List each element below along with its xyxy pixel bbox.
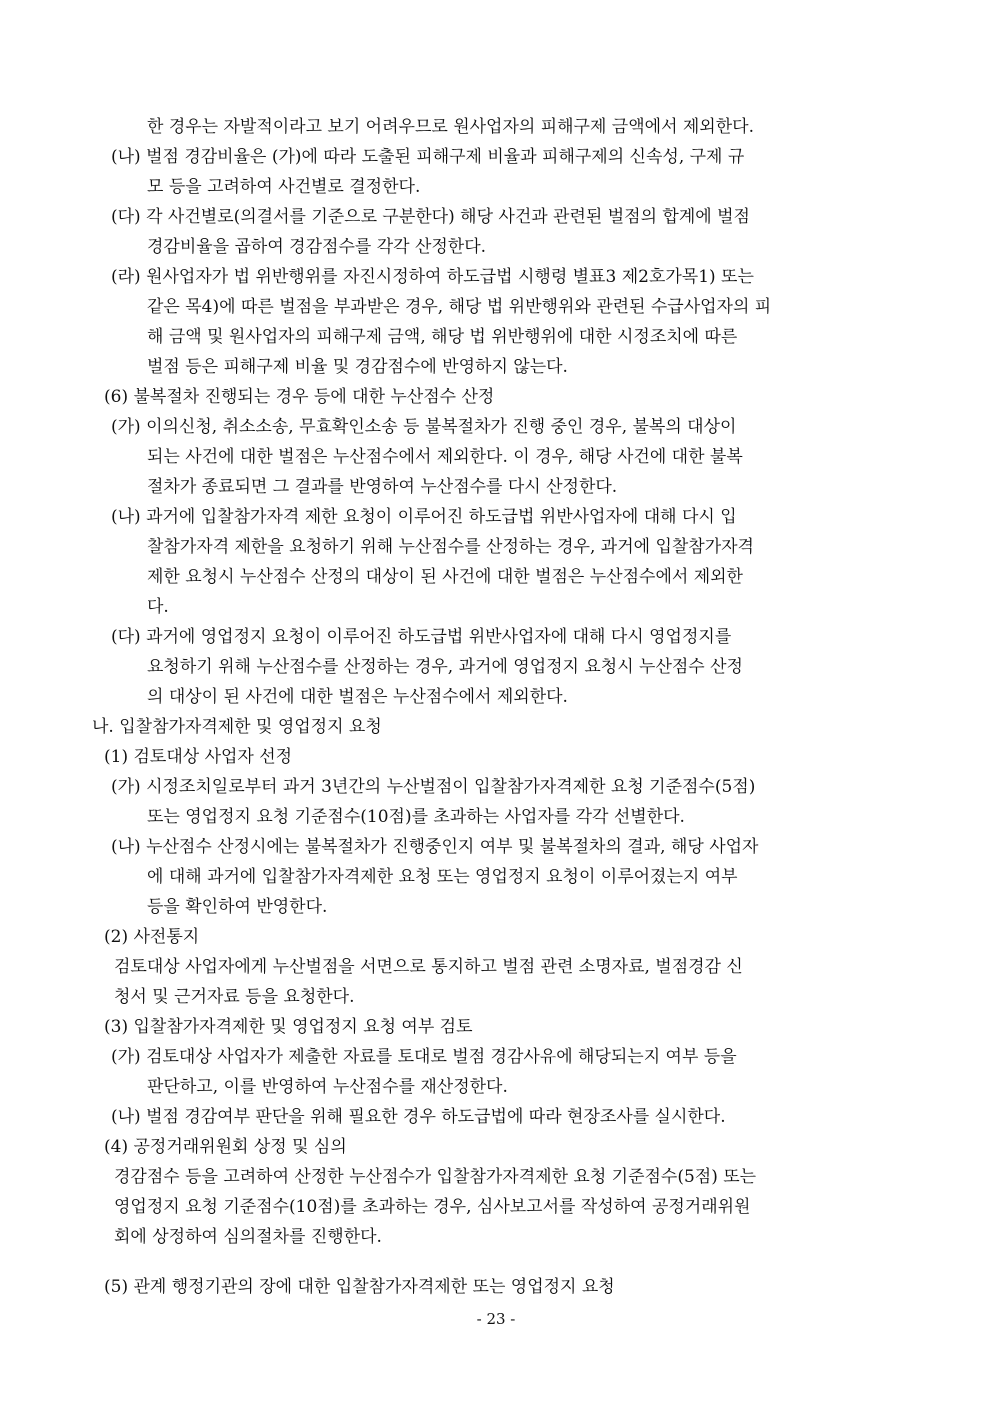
- section-heading: 나. 입찰참가자격제한 및 영업정지 요청: [92, 717, 382, 737]
- text-line: 에 대해 과거에 입찰참가자격제한 요청 또는 영업정지 요청이 이루어졌는지 여부: [147, 867, 738, 887]
- text-line: 경감비율을 곱하여 경감점수를 각각 산정한다.: [147, 237, 487, 257]
- text-line: 되는 사건에 대한 벌점은 누산점수에서 제외한다. 이 경우, 해당 사건에 대한 불복: [147, 447, 743, 467]
- text-line: 해 금액 및 원사업자의 피해구제 금액, 해당 법 위반행위에 대한 시정조치에 따른: [147, 327, 738, 347]
- text-line: (다) 각 사건별로(의결서를 기준으로 구분한다) 해당 사건과 관련된 벌점의 합계에 벌점: [111, 207, 750, 227]
- text-line: 찰참가자격 제한을 요청하기 위해 누산점수를 산정하는 경우, 과거에 입찰참가자격: [147, 537, 754, 557]
- text-line: (가) 이의신청, 취소소송, 무효확인소송 등 불복절차가 진행 중인 경우, 불복의 대상이: [111, 417, 737, 437]
- text-line: 회에 상정하여 심의절차를 진행한다.: [114, 1227, 382, 1247]
- text-line: (나) 누산점수 산정시에는 불복절차가 진행중인지 여부 및 불복절차의 결과, 해당 사업자: [111, 837, 759, 857]
- text-line: (나) 과거에 입찰참가자격 제한 요청이 이루어진 하도급법 위반사업자에 대해 다시 입: [111, 507, 737, 527]
- text-line: 등을 확인하여 반영한다.: [147, 897, 328, 917]
- text-line: 의 대상이 된 사건에 대한 벌점은 누산점수에서 제외한다.: [147, 687, 568, 707]
- text-line: 다.: [147, 597, 169, 617]
- page-number: - 23 -: [476, 1310, 516, 1328]
- text-line: 청서 및 근거자료 등을 요청한다.: [114, 987, 355, 1007]
- text-line: 경감점수 등을 고려하여 산정한 누산점수가 입찰참가자격제한 요청 기준점수(5점) 또는: [114, 1167, 757, 1187]
- section-heading: (6) 불복절차 진행되는 경우 등에 대한 누산점수 산정: [104, 387, 495, 407]
- text-line: (가) 검토대상 사업자가 제출한 자료를 토대로 벌점 경감사유에 해당되는지 여부 등을: [111, 1047, 737, 1067]
- text-line: 영업정지 요청 기준점수(10점)를 초과하는 경우, 심사보고서를 작성하여 공정거래위원: [114, 1197, 751, 1217]
- section-heading: (2) 사전통지: [104, 927, 200, 947]
- text-line: (나) 벌점 경감여부 판단을 위해 필요한 경우 하도급법에 따라 현장조사를 실시한다.: [111, 1107, 726, 1127]
- section-heading: (1) 검토대상 사업자 선정: [104, 747, 293, 767]
- text-line: (가) 시정조치일로부터 과거 3년간의 누산벌점이 입찰참가자격제한 요청 기준점수(5점): [111, 777, 756, 797]
- text-line: 한 경우는 자발적이라고 보기 어려우므로 원사업자의 피해구제 금액에서 제외한다.: [147, 117, 754, 137]
- section-heading: (3) 입찰참가자격제한 및 영업정지 요청 여부 검토: [104, 1017, 473, 1037]
- text-line: 절차가 종료되면 그 결과를 반영하여 누산점수를 다시 산정한다.: [147, 477, 618, 497]
- text-line: 같은 목4)에 따른 벌점을 부과받은 경우, 해당 법 위반행위와 관련된 수급사업자의 피: [147, 297, 772, 317]
- text-line: 또는 영업정지 요청 기준점수(10점)를 초과하는 사업자를 각각 선별한다.: [147, 807, 685, 827]
- text-line: 모 등을 고려하여 사건별로 결정한다.: [147, 177, 421, 197]
- text-line: 검토대상 사업자에게 누산벌점을 서면으로 통지하고 벌점 관련 소명자료, 벌점경감 신: [114, 957, 743, 977]
- section-heading: (4) 공정거래위원회 상정 및 심의: [104, 1137, 347, 1157]
- section-heading: (5) 관계 행정기관의 장에 대한 입찰참가자격제한 또는 영업정지 요청: [104, 1277, 615, 1297]
- text-line: 제한 요청시 누산점수 산정의 대상이 된 사건에 대한 벌점은 누산점수에서 제외한: [147, 567, 743, 587]
- text-line: 요청하기 위해 누산점수를 산정하는 경우, 과거에 영업정지 요청시 누산점수 산정: [147, 657, 743, 677]
- text-line: 벌점 등은 피해구제 비율 및 경감점수에 반영하지 않는다.: [147, 357, 568, 377]
- text-line: 판단하고, 이를 반영하여 누산점수를 재산정한다.: [147, 1077, 508, 1097]
- text-line: (라) 원사업자가 법 위반행위를 자진시정하여 하도급법 시행령 별표3 제2호가목1) 또는: [111, 267, 754, 287]
- text-line: (다) 과거에 영업정지 요청이 이루어진 하도급법 위반사업자에 대해 다시 영업정지를: [111, 627, 732, 647]
- text-line: (나) 벌점 경감비율은 (가)에 따라 도출된 피해구제 비율과 피해구제의 신속성, 구제 규: [111, 147, 745, 167]
